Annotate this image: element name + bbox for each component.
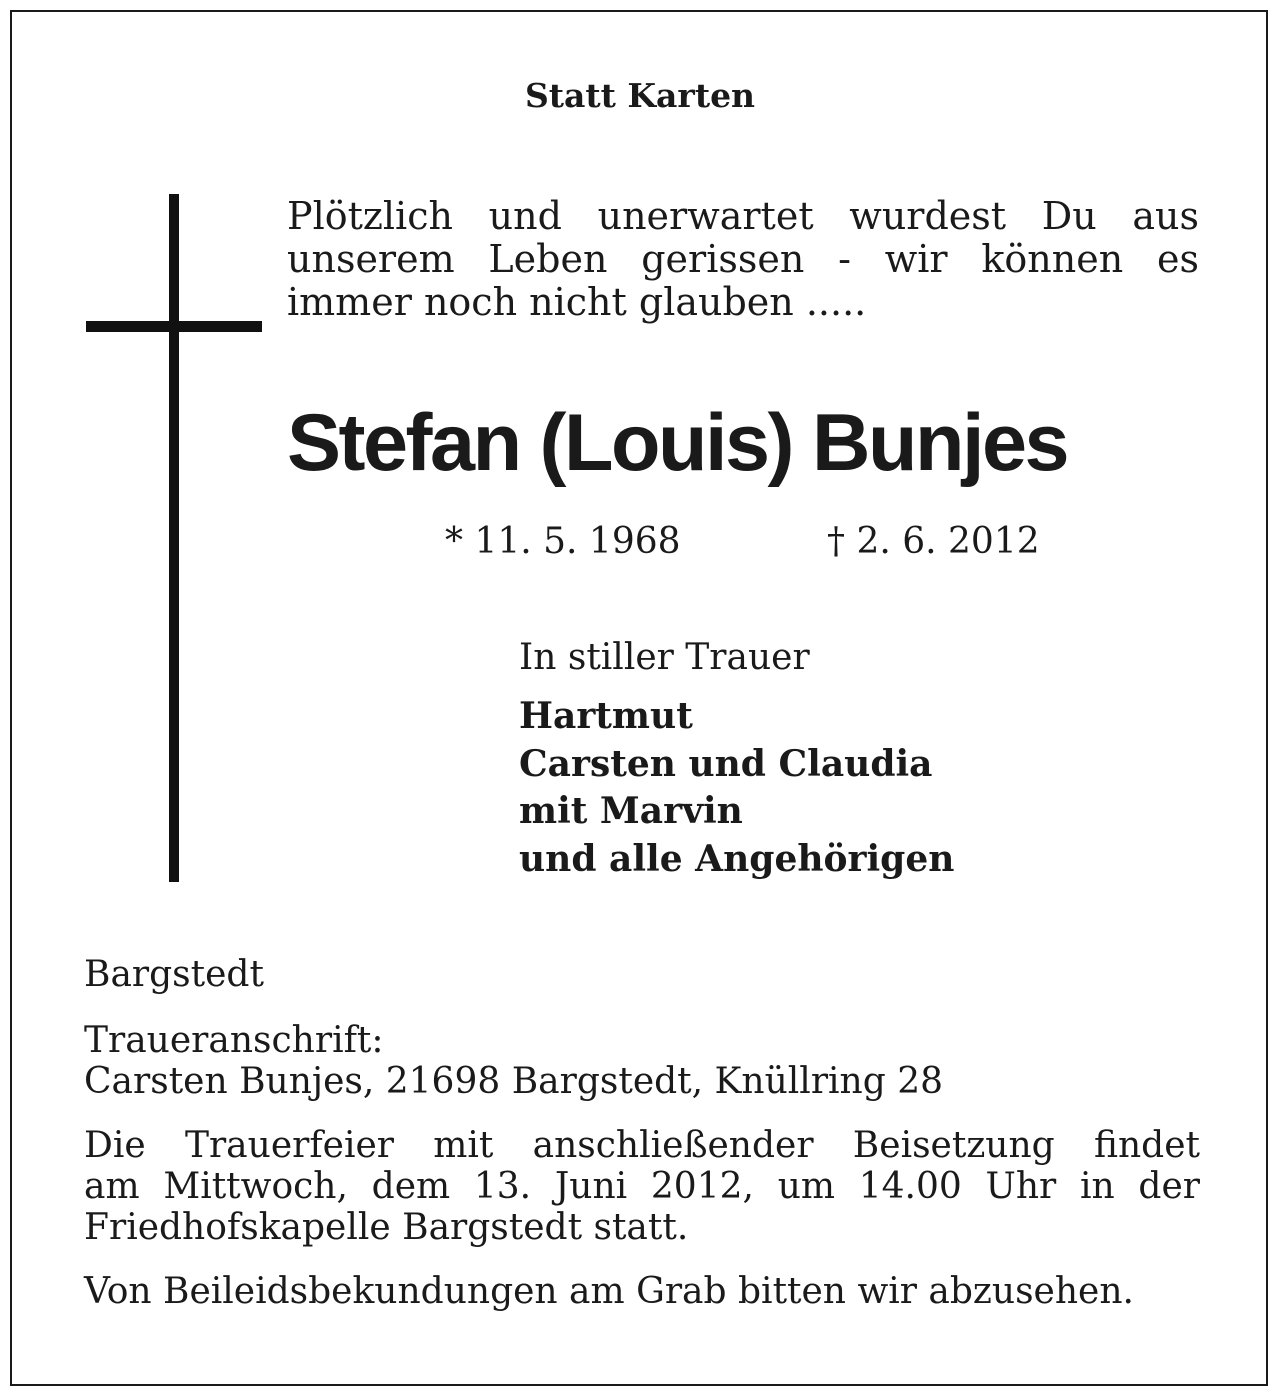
ceremony-line-3: Friedhofskapelle Bargstedt statt. — [84, 1207, 689, 1248]
header-statt-karten: Statt Karten — [524, 76, 756, 115]
deceased-name: Stefan (Louis) Bunjes — [287, 398, 1068, 488]
verse-line-3: immer noch nicht glauben ..... — [287, 280, 867, 324]
mourner-name: Hartmut — [519, 695, 693, 737]
place-name: Bargstedt — [84, 954, 264, 995]
mourner-name: mit Marvin — [519, 790, 743, 832]
death-date: † 2. 6. 2012 — [827, 521, 1040, 562]
closing-note: Von Beileidsbekundungen am Grab bitten wir abzusehen. — [84, 1271, 1134, 1312]
ceremony-line-1: Die Trauerfeier mit anschließender Beisetzung findet — [84, 1125, 1200, 1166]
ceremony-line-2: am Mittwoch, dem 13. Juni 2012, um 14.00 Uhr in der — [84, 1166, 1200, 1207]
address-label: Traueranschrift: — [84, 1020, 384, 1061]
mourner-name: Carsten und Claudia — [519, 743, 933, 785]
verse-line-1: Plötzlich und unerwartet wurdest Du aus — [287, 194, 1199, 238]
birth-date: * 11. 5. 1968 — [445, 521, 681, 562]
cross-icon — [169, 194, 179, 882]
verse-line-2: unserem Leben gerissen - wir können es — [287, 237, 1199, 281]
address-line: Carsten Bunjes, 21698 Bargstedt, Knüllring 28 — [84, 1061, 944, 1102]
mourner-name: und alle Angehörigen — [519, 838, 955, 880]
cross-bar — [86, 321, 262, 332]
mourning-intro: In stiller Trauer — [519, 637, 810, 678]
